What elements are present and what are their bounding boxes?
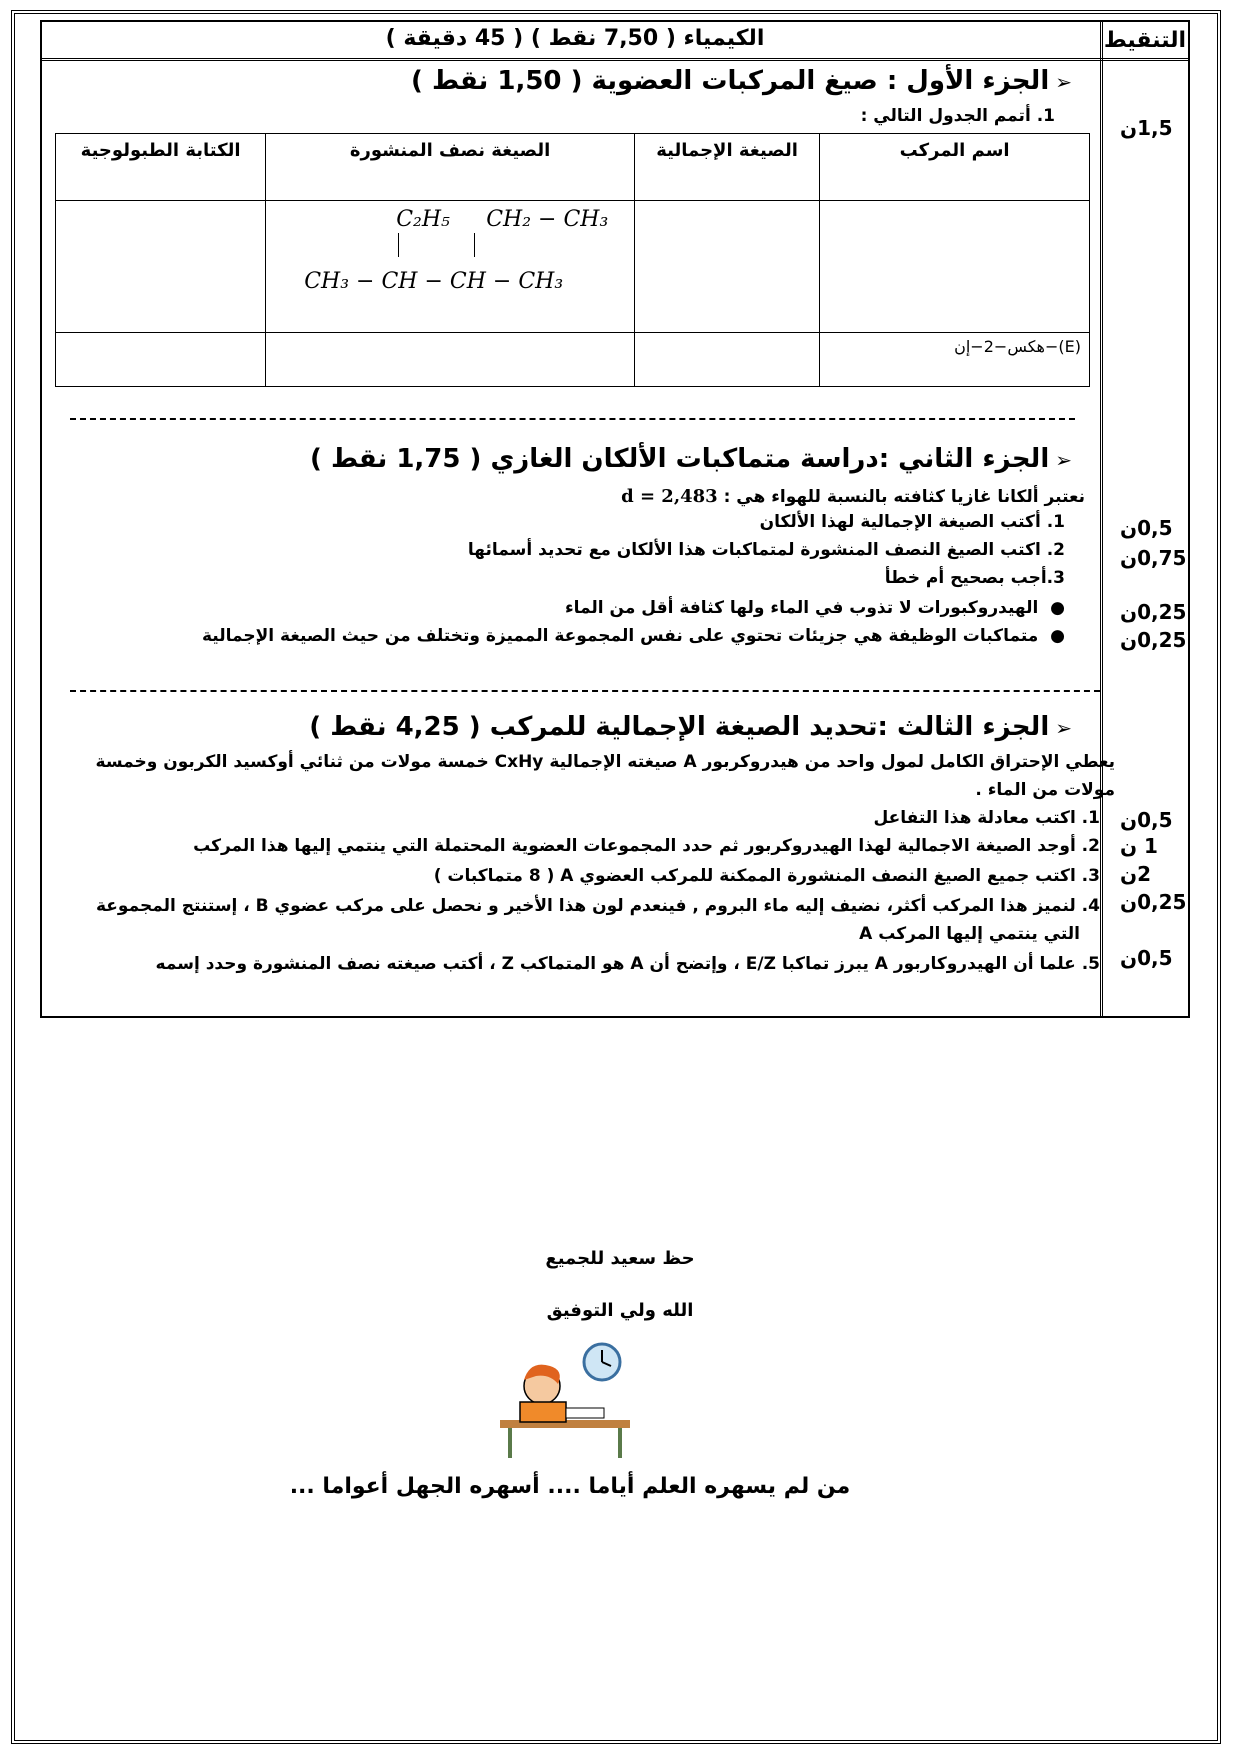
table-cell	[266, 333, 635, 387]
part1-mark: 1,5ن	[1120, 116, 1173, 140]
part3-title: ➢الجزء الثالث :تحديد الصيغة الإجمالية للمركب ( 4,25 نقط )	[309, 712, 1072, 742]
part3-question5: 5. علما أن الهيدروكاربور A يبرز تماكبا E/Z ، وإتضح أن A هو المتماكب Z ، أكتب صيغته نصف المنشورة وحدد إسمه	[155, 954, 1100, 974]
part3-intro-line1: يعطي الإحتراق الكامل لمول واحد من هيدروكربور A صيغته الإجمالية CxHy خمسة مولات من ثنائي أوكسيد الكربون وخمسة	[95, 752, 1115, 772]
part3-question4: 4. لنميز هذا المركب أكثر، نضيف إليه ماء البروم , فينعدم لون هذا الأخير و نحصل على مركب عضوي B ، إستنتج المجموعة	[96, 896, 1100, 916]
header-divider	[40, 58, 1190, 61]
separator	[70, 418, 1075, 420]
part3-mark: 0,25ن	[1120, 890, 1187, 914]
ethyl-group: C₂H₅	[396, 207, 450, 232]
arrow-icon: ➢	[1055, 70, 1072, 94]
part3-mark: 2ن	[1120, 862, 1151, 886]
part2-question1: 1. أكتب الصيغة الإجمالية لهذا الألكان	[759, 512, 1065, 532]
part3-question1: 1. اكتب معادلة هذا التفاعل	[873, 808, 1100, 828]
part3-question3: 3. اكتب جميع الصيغ النصف المنشورة الممكنة للمركب العضوي A ( 8 متماكبات )	[433, 866, 1100, 886]
ethyl-chain: CH₂ − CH₃	[486, 207, 609, 232]
part1-title: ➢الجزء الأول : صيغ المركبات العضوية ( 1,50 نقط )	[411, 66, 1072, 96]
bullet-icon: ●	[1038, 598, 1065, 618]
part3-intro-line2: مولات من الماء .	[975, 780, 1115, 800]
part2-question2: 2. اكتب الصيغ النصف المنشورة لمتماكبات هذا الألكان مع تحديد أسمائها	[467, 540, 1065, 560]
part3-mark: 1 ن	[1120, 834, 1158, 858]
density-value: d = 2,483	[621, 486, 718, 507]
part2-mark: 0,25ن	[1120, 600, 1187, 624]
part2-mark: 0,5ن	[1120, 516, 1173, 540]
compounds-table	[55, 133, 1090, 387]
arrow-icon: ➢	[1055, 448, 1072, 472]
student-studying-illustration	[480, 1340, 640, 1460]
proverb-text: من لم يسهره العلم أياما .... أسهره الجهل أعواما ...	[289, 1474, 851, 1499]
table-header: اسم المركب	[820, 134, 1090, 201]
part2-mark: 0,75ن	[1120, 546, 1187, 570]
table-header-row	[56, 134, 1090, 201]
table-cell	[56, 201, 266, 333]
table-header: الكتابة الطبولوجية	[56, 134, 266, 201]
table-cell	[635, 333, 820, 387]
main-chain-formula: CH₃ − CH − CH − CH₃	[304, 269, 564, 294]
grading-header: التنقيط	[1103, 28, 1186, 53]
part3-question4-cont: التي ينتمي إليها المركب A	[859, 924, 1080, 944]
part2-bullet1: ● الهيدروكبورات لا تذوب في الماء ولها كثافة أقل من الماء	[564, 598, 1065, 618]
part2-title: ➢الجزء الثاني :دراسة متماكبات الألكان الغازي ( 1,75 نقط )	[310, 444, 1072, 474]
part2-mark: 0,25ن	[1120, 628, 1187, 652]
bullet-icon: ●	[1038, 626, 1065, 646]
formula-cell	[266, 201, 635, 333]
arrow-icon: ➢	[1055, 716, 1072, 740]
grading-column-divider	[1100, 20, 1103, 1018]
part3-question2: 2. أوجد الصيغة الاجمالية لهذا الهيدروكربور ثم حدد المجموعات العضوية المحتملة التي ينتمي إليها هذا المركب	[193, 836, 1100, 856]
part2-question3: 3.أجب بصحيح أم خطأ	[884, 568, 1065, 588]
part3-mark: 0,5ن	[1120, 946, 1173, 970]
table-row	[56, 333, 1090, 387]
part1-question1: 1. أتمم الجدول التالي :	[860, 106, 1055, 126]
table-header: الصيغة نصف المنشورة	[266, 134, 635, 201]
separator	[70, 690, 1100, 692]
table-cell	[56, 333, 266, 387]
part2-intro: نعتبر ألكانا غازيا كثافته بالنسبة للهواء هي : d = 2,483	[621, 486, 1085, 507]
part3-mark: 0,5ن	[1120, 808, 1173, 832]
table-header: الصيغة الإجمالية	[635, 134, 820, 201]
table-cell	[820, 201, 1090, 333]
table-cell	[635, 201, 820, 333]
prayer-text: الله ولي التوفيق	[546, 1300, 694, 1321]
table-row	[56, 201, 1090, 333]
compound-name-cell: (E)−هكس−2−إن	[820, 333, 1090, 387]
exam-title: الكيمياء ( 7,50 نقط ) ( 45 دقيقة )	[385, 26, 765, 51]
bond-line	[398, 233, 399, 257]
good-luck-text: حظ سعيد للجميع	[545, 1248, 695, 1269]
bond-line	[474, 233, 475, 257]
part2-bullet2: ● متماكبات الوظيفة هي جزيئات تحتوي على نفس المجموعة المميزة وتختلف من حيث الصيغة الإجمالية	[201, 626, 1065, 646]
